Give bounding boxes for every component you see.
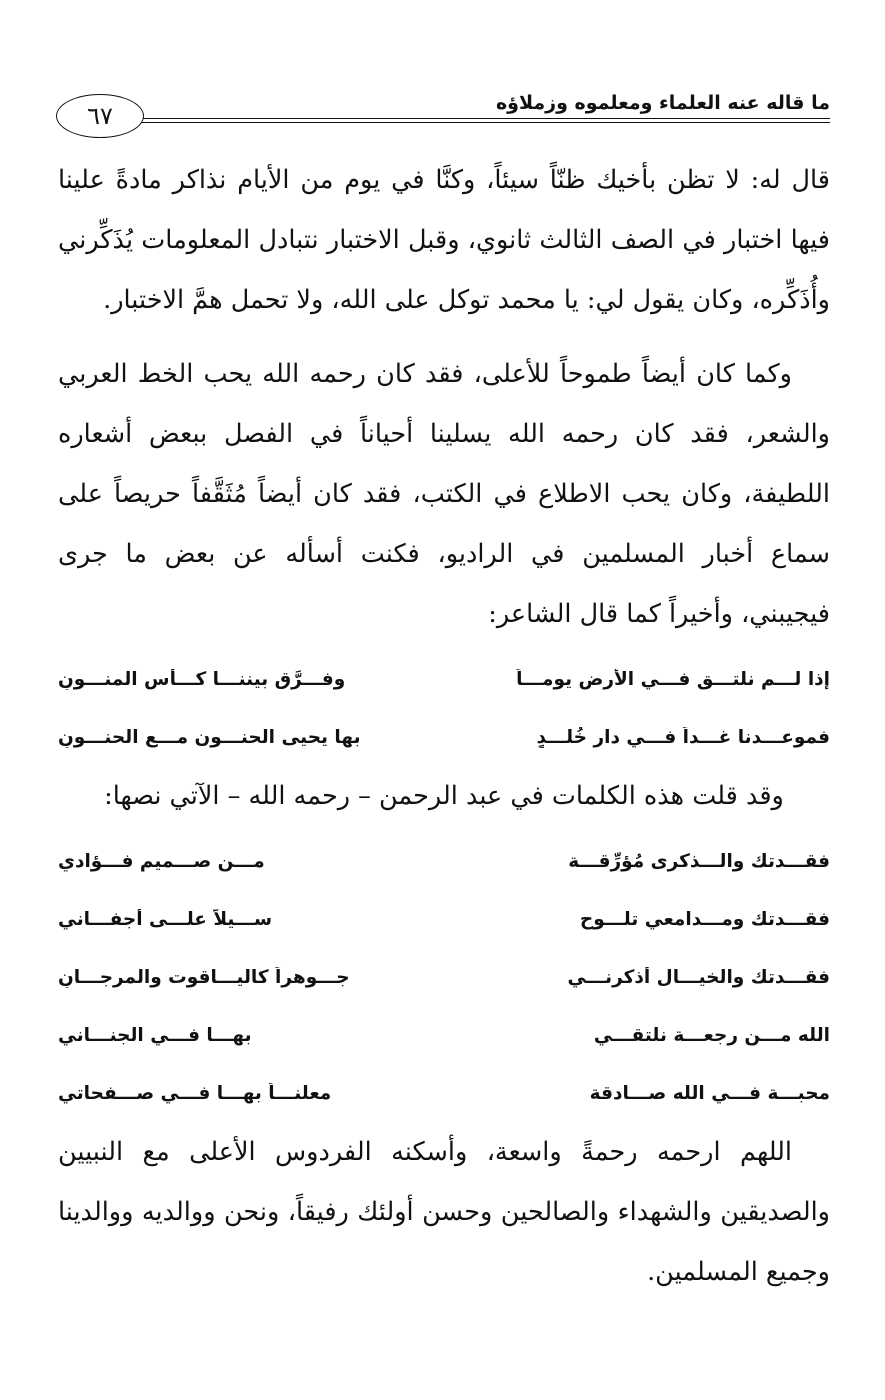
verse-second-hemistich: جـــوهراً كاليـــاقوت والمرجـــانِ xyxy=(58,966,350,988)
verse-first-hemistich: فقـــدتك ومـــدامعي تلـــوح xyxy=(579,908,830,930)
page-header xyxy=(56,92,830,130)
verse-second-hemistich: مـــن صـــميم فـــؤادي xyxy=(58,850,265,872)
paragraph-3: وقد قلت هذه الكلمات في عبد الرحمن – رحمه الله – الآتي نصها: xyxy=(104,781,784,811)
verse-first-hemistich: فموعـــدنا غـــداً فـــي دارِ خُلـــدٍ xyxy=(536,726,830,748)
verse-second-hemistich: بها يحيى الحنـــون مـــع الحنـــونِ xyxy=(58,726,361,748)
verse-second-hemistich: وفـــرَّق بيننـــا كـــأس المنـــونِ xyxy=(58,668,346,690)
page-number: ٦٧ xyxy=(87,102,113,130)
verse-first-hemistich: الله مـــن رجعـــة نلتقـــي xyxy=(593,1024,830,1046)
verse-first-hemistich: إذا لـــم نلتـــق فـــي الأرض يومـــاً xyxy=(516,668,830,690)
paragraph-2: وكما كان أيضاً طموحاً للأعلى، فقد كان رحمه الله يحب الخط العربي والشعر، فقد كان رحمه الله يسلينا أحياناً في الفصل ببعض أشعاره اللطيفة، وكان يحب الاطلاع في الكتب، فقد كان أيضاً مُثَقَّفاً حريصاً على سماع أخبار المسلمين في الراديو، فكنت أسأله عن بعض ما جرى فيجيبني، وأخيراً كما قال الشاعر: xyxy=(58,359,830,629)
verse-line xyxy=(58,708,830,766)
verse-line xyxy=(58,1064,830,1122)
paragraph-4: اللهم ارحمه رحمةً واسعة، وأسكنه الفردوس الأعلى مع النبيين والصديقين والشهداء والصالحين وحسن أولئك رفيقاً، ونحن ووالديه ووالدينا وجميع المسلمين. xyxy=(58,1137,830,1287)
header-double-rule xyxy=(134,118,830,123)
verse-first-hemistich: فقـــدتك والخيـــال أذكرنـــي xyxy=(567,966,830,988)
verse-line xyxy=(58,832,830,890)
poem-1 xyxy=(58,650,830,766)
verse-line xyxy=(58,650,830,708)
verse-second-hemistich: ســـيلاً علـــى أجفـــاني xyxy=(58,908,273,930)
verse-first-hemistich: فقـــدتك والـــذكرى مُؤرِّقـــة xyxy=(568,850,830,872)
verse-line xyxy=(58,948,830,1006)
paragraph-1: قال له: لا تظن بأخيك ظنّاً سيئاً، وكنَّا في يوم من الأيام نذاكر مادةً علينا فيها اختبار في الصف الثالث ثانوي، وقبل الاختبار نتبادل المعلومات يُذَكِّرني وأُذَكِّره، وكان يقول لي: يا محمد توكل على الله، ولا تحمل همَّ الاختبار. xyxy=(58,165,830,315)
verse-first-hemistich: محبـــة فـــي الله صـــادقة xyxy=(589,1082,830,1104)
page-number-oval xyxy=(56,94,144,138)
verse-line xyxy=(58,890,830,948)
verse-line xyxy=(58,1006,830,1064)
verse-second-hemistich: بهـــا فـــي الجنـــاني xyxy=(58,1024,252,1046)
poem-2 xyxy=(58,832,830,1122)
running-title: ما قاله عنه العلماء ومعلموه وزملاؤه xyxy=(495,92,830,114)
verse-second-hemistich: معلنـــاً بهـــا فـــي صـــفحاتي xyxy=(58,1082,332,1104)
page-body xyxy=(58,150,830,1302)
